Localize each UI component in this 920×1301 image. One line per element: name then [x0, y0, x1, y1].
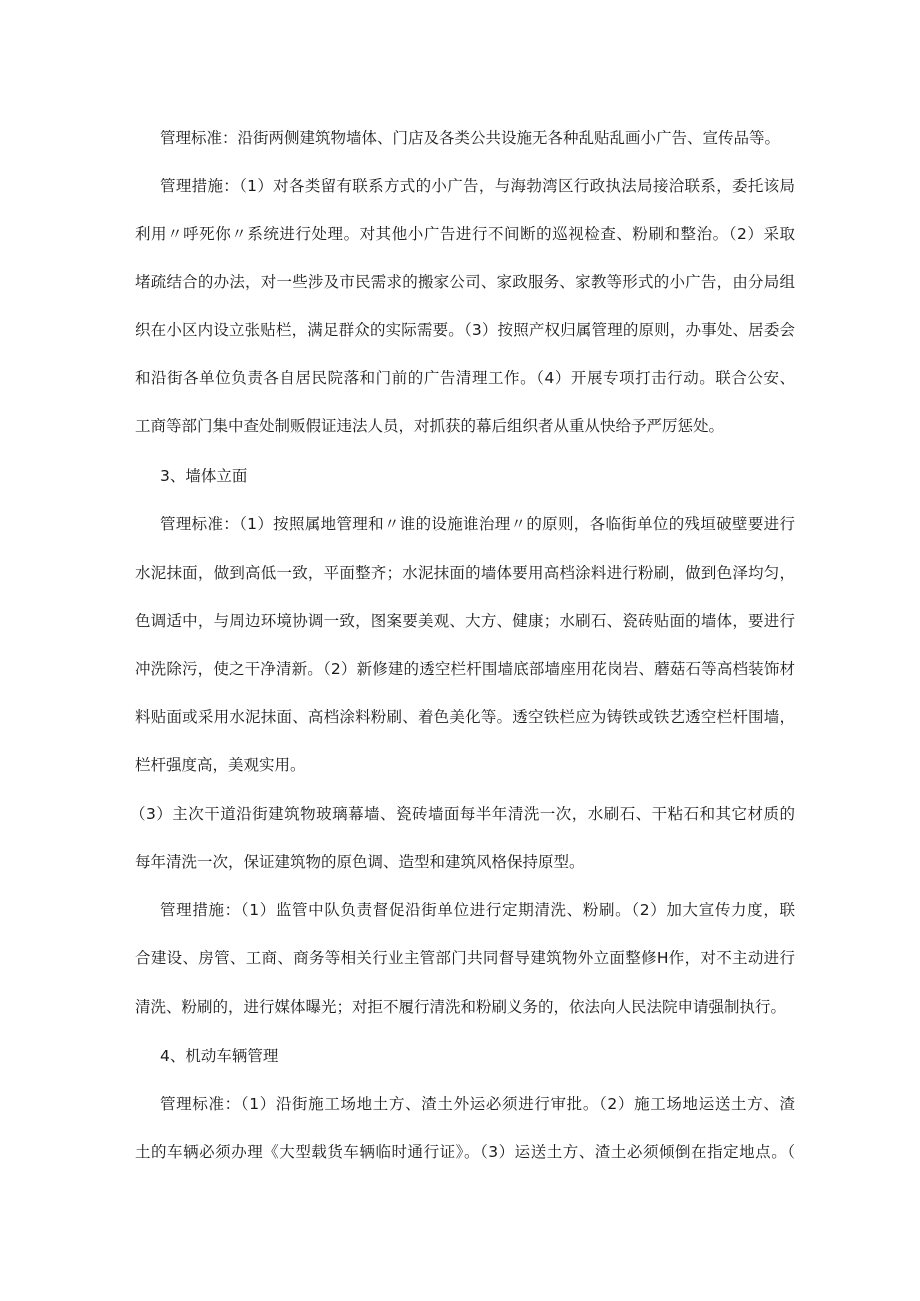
paragraph-line: （3）主次干道沿街建筑物玻璃幕墙、瓷砖墙面每半年清洗一次，水刷石、干粘石和其它材质的	[130, 805, 795, 823]
paragraph-line: 管理标准：（1）按照属地管理和〃谁的设施谁治理〃的原则，各临街单位的残垣破壁要进行	[160, 515, 795, 533]
paragraph-line: 管理标准：沿街两侧建筑物墙体、门店及各类公共设施无各种乱贴乱画小广告、宣传品等。	[160, 129, 781, 147]
paragraph-line: 清洗、粉刷的，进行媒体曝光；对拒不履行清洗和粉刷义务的，依法向人民法院申请强制执行。	[135, 998, 787, 1016]
paragraph-line: 土的车辆必须办理《大型载货车辆临时通行证》。（3）运送土方、渣土必须倾倒在指定地点。（	[135, 1143, 795, 1161]
paragraph-line: 工商等部门集中查处制贩假证违法人员，对抓获的幕后组织者从重从快给予严厉惩处。	[135, 417, 725, 435]
paragraph-line: 管理措施：（1）对各类留有联系方式的小广告，与海勃湾区行政执法局接洽联系，委托该局	[160, 177, 795, 195]
paragraph-line: 水泥抹面，做到高低一致，平面整齐；水泥抹面的墙体要用高档涂料进行粉刷，做到色泽均匀，	[135, 564, 795, 582]
paragraph-line: 每年清洗一次，保证建筑物的原色调、造型和建筑风格保持原型。	[135, 853, 585, 871]
paragraph-line: 合建设、房管、工商、商务等相关行业主管部门共同督导建筑物外立面整修H作，对不主动进行	[135, 949, 795, 967]
section-heading: 4、机动车辆管理	[160, 1047, 279, 1065]
section-heading: 3、墙体立面	[160, 467, 248, 485]
paragraph-line: 利用〃呼死你〃系统进行处理。对其他小广告进行不间断的巡视检查、粉刷和整治。（2）采取	[135, 225, 795, 243]
paragraph-line: 冲洗除污，使之干净清新。（2）新修建的透空栏杆围墙底部墙座用花岗岩、蘑菇石等高档装饰材	[135, 660, 795, 678]
paragraph-line: 管理措施：（1）监管中队负责督促沿街单位进行定期清洗、粉刷。（2）加大宣传力度，联	[160, 901, 795, 919]
paragraph-line: 栏杆强度高，美观实用。	[135, 756, 306, 774]
paragraph-line: 织在小区内设立张贴栏，满足群众的实际需要。（3）按照产权归属管理的原则，办事处、居委会	[135, 321, 795, 339]
paragraph-line: 堵疏结合的办法，对一些涉及市民需求的搬家公司、家政服务、家教等形式的小广告，由分局组	[135, 273, 795, 291]
paragraph-line: 色调适中，与周边环境协调一致，图案要美观、大方、健康；水刷石、瓷砖贴面的墙体，要进行	[135, 612, 795, 630]
paragraph-line: 和沿街各单位负责各自居民院落和门前的广告清理工作。（4）开展专项打击行动。联合公安、	[135, 369, 795, 387]
paragraph-line: 管理标准：（1）沿街施工场地土方、渣土外运必须进行审批。（2）施工场地运送土方、渣	[160, 1095, 795, 1113]
paragraph-line: 料贴面或采用水泥抹面、高档涂料粉刷、着色美化等。透空铁栏应为铸铁或铁艺透空栏杆围墙，	[135, 708, 795, 726]
